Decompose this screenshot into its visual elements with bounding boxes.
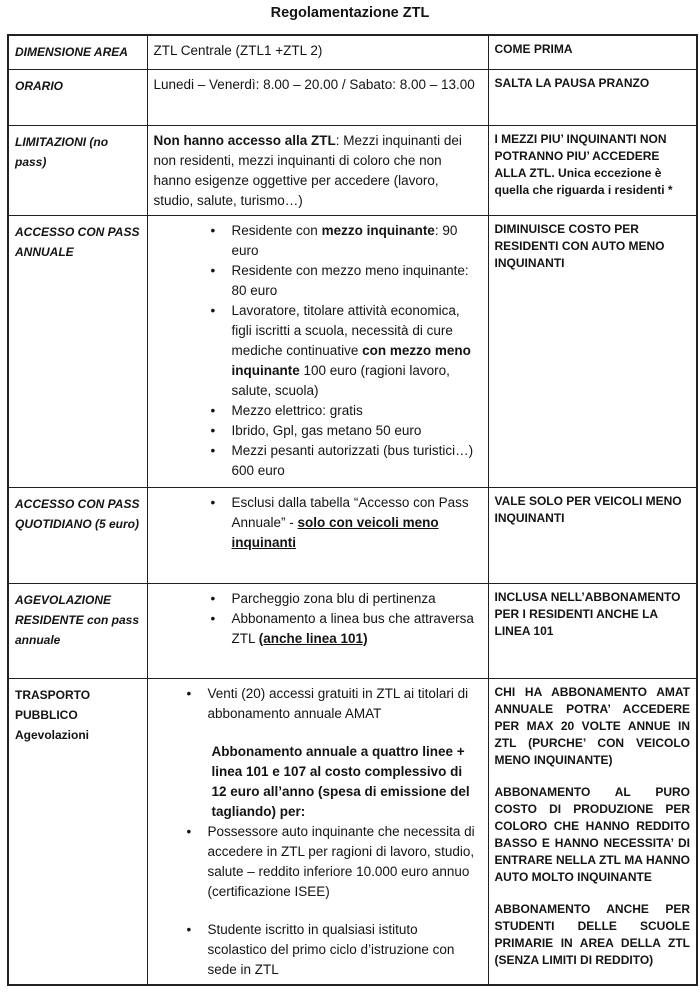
row-label: AGEVOLAZIONE RESIDENTE con pass annuale <box>8 583 147 678</box>
text-run: con mezzo meno inquinante <box>231 342 471 378</box>
bullet-icon: • <box>210 494 216 510</box>
text-run: Lavoratore, titolare attività economica, figli iscritti a scuola, necessità di cure mediche continuative <box>231 302 460 358</box>
paragraph <box>154 41 480 61</box>
row-label: DIMENSIONE AREA <box>8 35 147 69</box>
text-run: Ibrido, Gpl, gas metano 50 euro <box>231 422 422 438</box>
table-row <box>8 35 697 69</box>
row-details <box>147 215 488 487</box>
paragraph <box>154 131 480 211</box>
bullet-icon: • <box>210 222 216 238</box>
text-run: Lunedi – Venerdì: 8.00 – 20.00 / Sabato: 8.00 – 13.00 <box>153 76 475 92</box>
table-row <box>8 678 697 985</box>
page-title: Regolamentazione ZTL <box>270 5 430 21</box>
note-paragraph: CHI HA ABBONAMENTO AMAT ANNUALE POTRA’ ACCEDERE PER MAX 20 VOLTE ANNUE IN ZTL (PURCHE’ CON VEICOLO MENO INQUINANTE) <box>494 684 690 767</box>
bullet-item <box>206 401 480 421</box>
text-run: ZTL Centrale (ZTL1 +ZTL 2) <box>153 43 323 58</box>
bullet-item <box>206 221 480 261</box>
row-note <box>488 678 697 985</box>
table-row <box>8 215 697 487</box>
text-run: Esclusi dalla tabella “Accesso con Pass Annuale” - <box>231 494 469 530</box>
bullet-item <box>206 493 480 553</box>
text-run: Venti (20) accessi gratuiti in ZTL ai titolari di abbonamento annuale AMAT <box>207 685 469 721</box>
note-paragraph: SALTA LA PAUSA PRANZO <box>494 75 650 90</box>
text-run: : Mezzi inquinanti dei non residenti, mezzi inquinanti di coloro che non hanno esigenze oggettive per accedere (lavoro, studio, salute, turismo…) <box>153 132 462 208</box>
note-paragraph: I MEZZI PIU’ INQUINANTI NON POTRANNO PIU’ ACCEDERE ALLA ZTL. Unica eccezione è quella che riguarda i residenti * <box>494 131 673 197</box>
bullet-icon: • <box>210 610 216 626</box>
table-row <box>8 69 697 125</box>
note-paragraph: ABBONAMENTO AL PURO COSTO DI PRODUZIONE PER COLORO CHE HANNO REDDITO BASSO E HANNO NECESSITA’ DI ENTRARE NELLA ZTL MA HANNO AUTO MOLTO INQUINANTE <box>494 784 690 884</box>
text-run: Mezzi pesanti autorizzati (bus turistici…) 600 euro <box>231 442 474 478</box>
text-run: Mezzo elettrico: gratis <box>231 402 363 418</box>
bullet-item <box>206 441 480 481</box>
row-label: TRASPORTO PUBBLICO Agevolazioni <box>8 678 147 985</box>
bullet-item <box>206 301 480 401</box>
bullet-item <box>206 421 480 441</box>
paragraph <box>212 742 480 822</box>
row-label: ORARIO <box>8 69 147 125</box>
text-run: Residente con mezzo meno inquinante: 80 euro <box>231 262 469 298</box>
row-label: ACCESSO CON PASS QUOTIDIANO (5 euro) <box>8 487 147 583</box>
note-paragraph: ABBONAMENTO ANCHE PER STUDENTI DELLE SCUOLE PRIMARIE IN AREA DELLA ZTL (SENZA LIMITI DI REDDITO) <box>494 901 690 967</box>
table-row <box>8 487 697 583</box>
spacer <box>154 902 480 920</box>
text-run: Possessore auto inquinante che necessita di accedere in ZTL per ragioni di lavoro, studio, salute – reddito inferiore 10.000 euro annuo (certificazione ISEE) <box>207 823 475 899</box>
row-note <box>488 125 697 215</box>
text-run: solo con veicoli meno inquinanti <box>231 514 439 550</box>
text-run: Non hanno accesso alla ZTL <box>153 132 336 148</box>
row-note <box>488 487 697 583</box>
document-page <box>0 5 700 1002</box>
row-note <box>488 35 697 69</box>
row-note <box>488 583 697 678</box>
paragraph <box>154 75 480 95</box>
bullet-icon: • <box>210 442 216 458</box>
bullet-icon: • <box>210 422 216 438</box>
row-details <box>147 678 488 985</box>
note-paragraph: DIMINUISCE COSTO PER RESIDENTI CON AUTO MENO INQUINANTI <box>494 221 665 270</box>
row-details <box>147 487 488 583</box>
bullet-item <box>206 589 480 609</box>
bullet-icon: • <box>186 921 192 937</box>
ztl-regulation-table <box>7 34 698 986</box>
bullet-item <box>206 609 480 649</box>
text-run: Residente con <box>231 222 322 238</box>
note-paragraph: COME PRIMA <box>494 42 573 56</box>
text-run: (anche linea 101) <box>258 630 368 646</box>
text-run: : 90 euro <box>231 222 458 258</box>
row-note <box>488 69 697 125</box>
bullet-icon: • <box>210 590 216 606</box>
bullet-icon: • <box>210 262 216 278</box>
ztl-table-body <box>8 35 697 985</box>
text-run: 100 euro (ragioni lavoro, salute, scuola) <box>231 362 450 398</box>
row-label: ACCESSO CON PASS ANNUALE <box>8 215 147 487</box>
text-run: Abbonamento a linea bus che attraversa ZTL <box>231 610 474 646</box>
row-details <box>147 583 488 678</box>
text-run: Studente iscritto in qualsiasi istituto scolastico del primo ciclo d’istruzione con sede in ZTL <box>207 921 455 977</box>
bullet-item <box>182 920 480 980</box>
row-details <box>147 69 488 125</box>
text-run: mezzo inquinante <box>321 222 435 238</box>
note-paragraph: INCLUSA NELL’ABBONAMENTO PER I RESIDENTI ANCHE LA LINEA 101 <box>494 589 681 638</box>
bullet-icon: • <box>210 302 216 318</box>
row-note <box>488 215 697 487</box>
table-row <box>8 583 697 678</box>
bullet-item <box>206 261 480 301</box>
text-run: Parcheggio zona blu di pertinenza <box>231 590 436 606</box>
note-paragraph: VALE SOLO PER VEICOLI MENO INQUINANTI <box>494 493 682 525</box>
text-run: Abbonamento annuale a quattro linee + linea 101 e 107 al costo complessivo di 12 euro all’anno (spesa di emissione del tagliando) per: <box>211 743 470 819</box>
row-details <box>147 125 488 215</box>
row-label: LIMITAZIONI (no pass) <box>8 125 147 215</box>
bullet-icon: • <box>186 685 192 701</box>
spacer <box>154 724 480 742</box>
bullet-item <box>182 822 480 902</box>
bullet-icon: • <box>186 823 192 839</box>
bullet-item <box>182 684 480 724</box>
row-details <box>147 35 488 69</box>
bullet-icon: • <box>210 402 216 418</box>
table-row <box>8 125 697 215</box>
